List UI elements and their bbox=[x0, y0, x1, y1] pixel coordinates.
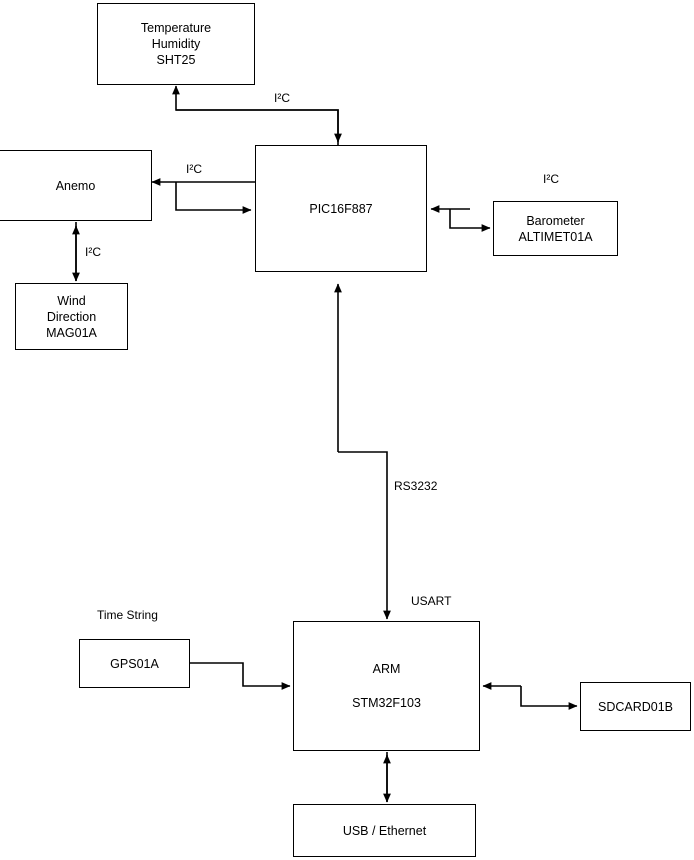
node-sht25-line-2: Humidity bbox=[151, 37, 201, 51]
node-pic16f887[interactable] bbox=[255, 145, 427, 272]
node-arm-stm32f103[interactable] bbox=[293, 621, 480, 751]
node-mag01a-line-1: Wind bbox=[57, 293, 86, 308]
node-barometer-line-2: ALTIMET01A bbox=[518, 229, 593, 244]
label-i2c-anemo: I²C bbox=[186, 162, 202, 176]
wire-sht25-to-pic bbox=[176, 110, 338, 142]
node-anemo-label: Anemo bbox=[55, 178, 96, 193]
wire-gps-to-arm bbox=[190, 663, 290, 686]
wire-pic-to-sht25 bbox=[176, 86, 338, 146]
node-mag01a[interactable] bbox=[15, 283, 128, 350]
node-pic16f887-label: PIC16F887 bbox=[309, 201, 373, 216]
label-i2c-mag01a: I²C bbox=[85, 245, 101, 259]
node-sdcard01b-label: SDCARD01B bbox=[597, 699, 674, 714]
node-usb-ethernet[interactable] bbox=[293, 804, 476, 857]
wire-anemo-to-pic bbox=[176, 182, 251, 210]
label-rs3232: RS3232 bbox=[394, 479, 438, 493]
node-sht25-line-3: SHT25 bbox=[156, 53, 196, 67]
node-sht25-line-1: Temperature bbox=[140, 21, 212, 35]
node-gps01a[interactable] bbox=[79, 639, 190, 688]
node-barometer[interactable] bbox=[493, 201, 618, 256]
node-mag01a-line-3: MAG01A bbox=[46, 325, 97, 340]
wire-arm-to-sdcard bbox=[521, 686, 577, 706]
label-usart: USART bbox=[411, 594, 452, 608]
node-barometer-line-1: Barometer bbox=[526, 213, 585, 228]
node-sdcard01b[interactable] bbox=[580, 682, 691, 731]
node-mag01a-line-2: Direction bbox=[46, 309, 97, 324]
label-i2c-sht25: I²C bbox=[274, 91, 290, 105]
wire-pic-to-arm bbox=[338, 452, 387, 619]
node-arm-line-1: ARM bbox=[372, 662, 401, 676]
node-sht25[interactable] bbox=[97, 3, 255, 85]
node-anemo[interactable] bbox=[0, 150, 152, 221]
label-i2c-barometer: I²C bbox=[543, 172, 559, 186]
node-arm-line-2: STM32F103 bbox=[352, 696, 421, 710]
node-gps01a-label: GPS01A bbox=[110, 656, 159, 671]
label-time-string: Time String bbox=[97, 608, 158, 622]
node-usb-ethernet-label: USB / Ethernet bbox=[342, 823, 427, 838]
wire-pic-to-barometer bbox=[450, 209, 490, 228]
